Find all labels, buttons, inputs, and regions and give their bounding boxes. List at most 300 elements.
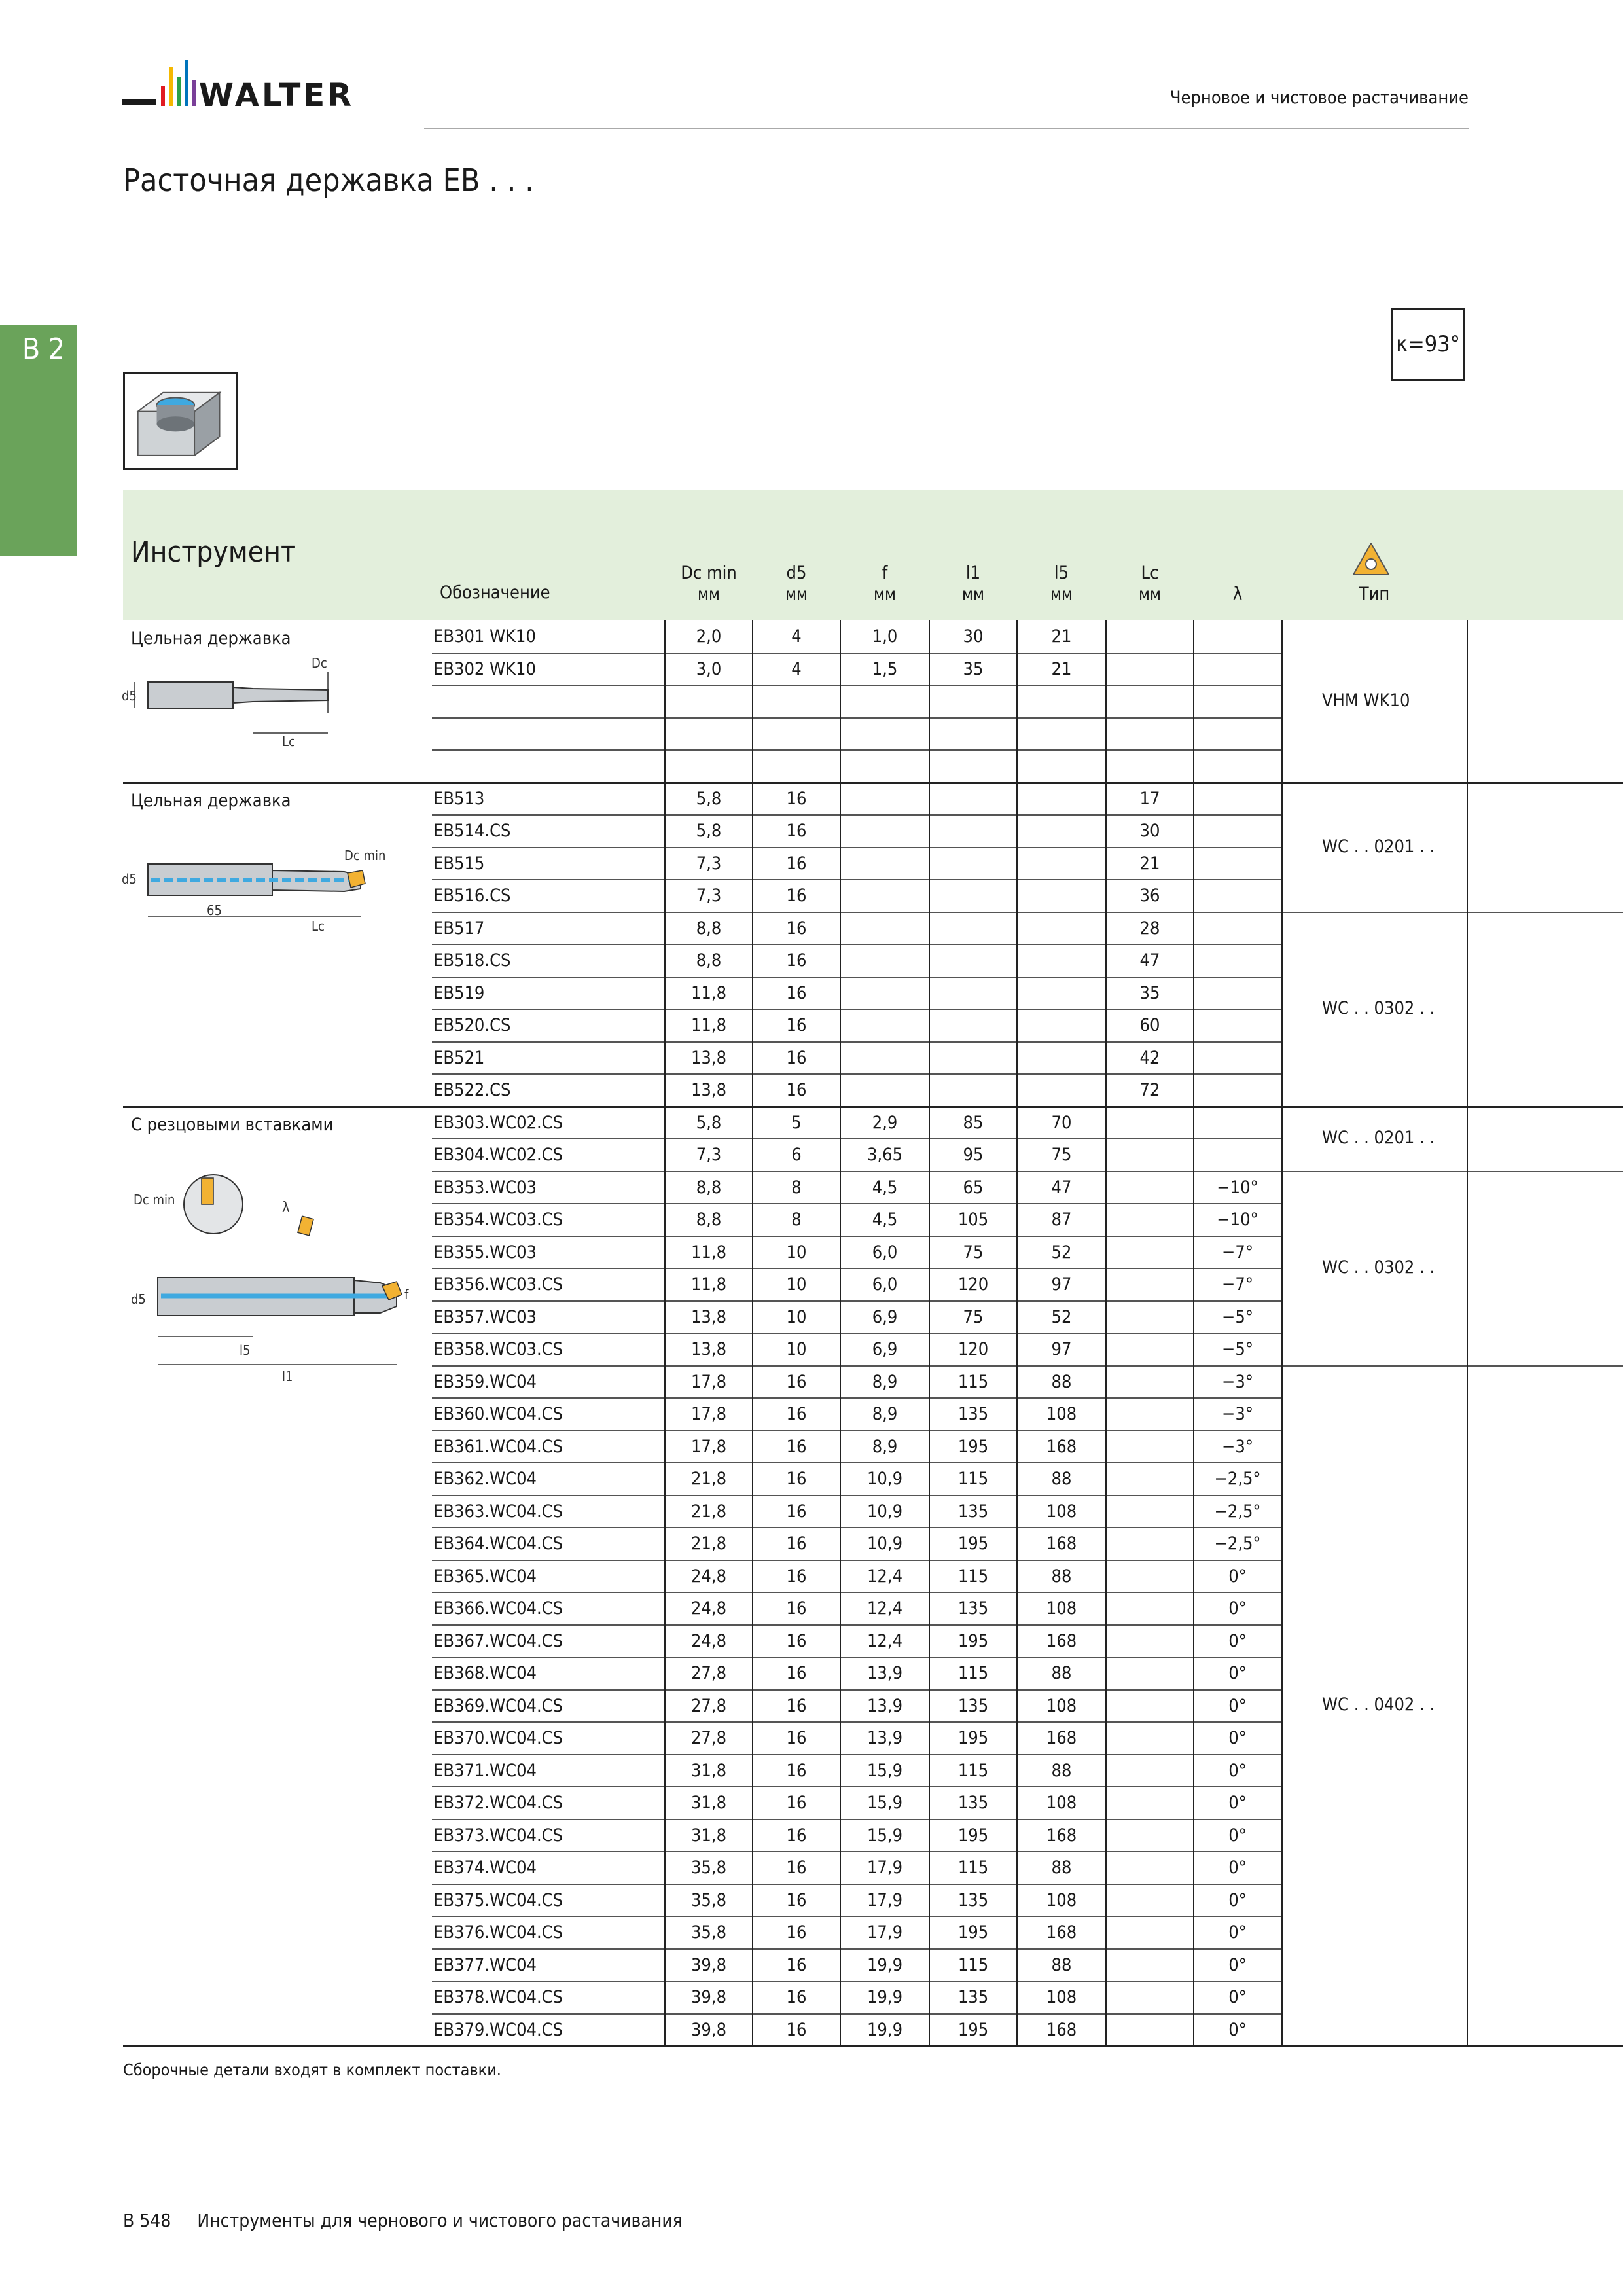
value-cell: 35,8 xyxy=(690,1922,727,1943)
designation-cell: EB367.WC04.CS xyxy=(433,1630,563,1651)
value-cell: 115 xyxy=(957,1663,989,1683)
column-header-unit: мм xyxy=(698,584,720,603)
value-cell: 97 xyxy=(1051,1274,1072,1295)
assembly-note: Сборочные детали входят в комплект поставки. xyxy=(123,2060,501,2079)
value-cell: 16 xyxy=(786,1047,807,1068)
value-cell: 52 xyxy=(1051,1242,1072,1263)
value-cell: −5° xyxy=(1222,1306,1253,1327)
footer-text: Инструменты для чернового и чистового растачивания xyxy=(197,2210,683,2231)
designation-cell: EB368.WC04 xyxy=(433,1663,537,1683)
value-cell: 75 xyxy=(1051,1145,1072,1165)
designation-cell: EB515 xyxy=(433,853,485,874)
column-header xyxy=(839,563,931,605)
value-cell: 21,8 xyxy=(690,1469,727,1489)
value-cell: 88 xyxy=(1051,1469,1072,1489)
value-cell: 135 xyxy=(957,1987,989,2007)
column-header xyxy=(1104,563,1196,605)
d5-label-3: d5 xyxy=(131,1291,146,1307)
bore-operation-icon xyxy=(123,372,238,470)
column-header-name: f xyxy=(882,563,888,583)
designation-cell: EB366.WC04.CS xyxy=(433,1598,563,1619)
value-cell: 115 xyxy=(957,1760,989,1781)
type-divider xyxy=(1281,1171,1623,1172)
designation-cell: EB365.WC04 xyxy=(433,1566,537,1587)
designation-cell: EB378.WC04.CS xyxy=(433,1987,563,2007)
value-cell: 115 xyxy=(957,1371,989,1392)
designation-cell: EB370.WC04.CS xyxy=(433,1728,563,1748)
designation-cell: EB355.WC03 xyxy=(433,1242,537,1263)
designation-cell: EB353.WC03 xyxy=(433,1177,537,1198)
designation-cell: EB521 xyxy=(433,1047,485,1068)
value-cell: 35,8 xyxy=(690,1890,727,1910)
value-cell: 16 xyxy=(786,1534,807,1554)
value-cell: 6,9 xyxy=(872,1306,898,1327)
value-cell: 16 xyxy=(786,1598,807,1619)
value-cell: 16 xyxy=(786,918,807,939)
value-cell: 12,4 xyxy=(866,1630,903,1651)
value-cell: 17,9 xyxy=(866,1890,903,1910)
column-header-unit: мм xyxy=(785,584,808,603)
value-cell: 88 xyxy=(1051,1566,1072,1587)
value-cell: 16 xyxy=(786,1695,807,1716)
value-cell: 88 xyxy=(1051,1857,1072,1878)
value-cell: 168 xyxy=(1046,1436,1077,1457)
value-cell: 19,9 xyxy=(866,1954,903,1975)
value-cell: −3° xyxy=(1222,1436,1253,1457)
value-cell: −2,5° xyxy=(1214,1469,1261,1489)
column-header xyxy=(927,563,1019,605)
value-cell: 15,9 xyxy=(866,1760,903,1781)
value-cell: 11,8 xyxy=(690,1015,727,1035)
value-cell: 60 xyxy=(1139,1015,1160,1035)
designation-cell: EB361.WC04.CS xyxy=(433,1436,563,1457)
value-cell: 11,8 xyxy=(690,982,727,1003)
value-cell: 30 xyxy=(963,626,984,647)
insert-type: WC . . 0302 . . xyxy=(1322,998,1435,1018)
value-cell: 168 xyxy=(1046,1922,1077,1943)
type-divider xyxy=(1281,912,1623,913)
page-title: Расточная державка EB . . . xyxy=(123,162,534,199)
value-cell: 16 xyxy=(786,1728,807,1748)
value-cell: 24,8 xyxy=(690,1566,727,1587)
designation-cell: EB518.CS xyxy=(433,950,511,971)
group-label: Цельная державка xyxy=(131,628,291,649)
value-cell: 72 xyxy=(1139,1080,1160,1100)
value-cell: 195 xyxy=(957,2019,989,2040)
d5-label: d5 xyxy=(122,688,137,704)
designation-cell: EB359.WC04 xyxy=(433,1371,537,1392)
value-cell: 16 xyxy=(786,788,807,809)
value-cell: 0° xyxy=(1228,1663,1247,1683)
column-header xyxy=(1329,584,1420,605)
value-cell: 75 xyxy=(963,1306,984,1327)
designation-cell: EB517 xyxy=(433,918,485,939)
value-cell: 47 xyxy=(1139,950,1160,971)
value-cell: 5 xyxy=(791,1112,802,1133)
value-cell: 16 xyxy=(786,2019,807,2040)
value-cell: 17,9 xyxy=(866,1857,903,1878)
value-cell: −10° xyxy=(1217,1210,1258,1230)
len-label: 65 xyxy=(207,903,222,918)
designation-cell: EB514.CS xyxy=(433,821,511,841)
value-cell: 88 xyxy=(1051,1663,1072,1683)
value-cell: 0° xyxy=(1228,1695,1247,1716)
value-cell: 16 xyxy=(786,950,807,971)
lc-label-2: Lc xyxy=(312,918,325,934)
value-cell: −2,5° xyxy=(1214,1534,1261,1554)
value-cell: 10 xyxy=(786,1274,807,1295)
value-cell: 16 xyxy=(786,1469,807,1489)
l1-label: l1 xyxy=(282,1369,293,1384)
value-cell: 168 xyxy=(1046,1728,1077,1748)
value-cell: 0° xyxy=(1228,1566,1247,1587)
value-cell: 2,0 xyxy=(696,626,722,647)
value-cell: 10 xyxy=(786,1242,807,1263)
value-cell: 135 xyxy=(957,1501,989,1522)
value-cell: 75 xyxy=(963,1242,984,1263)
designation-cell: EB301 WK10 xyxy=(433,626,536,647)
value-cell: 16 xyxy=(786,982,807,1003)
value-cell: 4 xyxy=(791,658,802,679)
value-cell: 195 xyxy=(957,1825,989,1846)
value-cell: 17,9 xyxy=(866,1922,903,1943)
value-cell: 16 xyxy=(786,886,807,906)
dcmin-label-3: Dc min xyxy=(134,1192,175,1208)
value-cell: 6,0 xyxy=(872,1242,898,1263)
value-cell: 16 xyxy=(786,1793,807,1813)
column-header xyxy=(1192,584,1283,605)
value-cell: 30 xyxy=(1139,821,1160,841)
value-cell: 8,9 xyxy=(872,1371,898,1392)
type-divider xyxy=(1281,1365,1623,1367)
value-cell: 21,8 xyxy=(690,1534,727,1554)
designation-cell: EB362.WC04 xyxy=(433,1469,537,1489)
value-cell: 168 xyxy=(1046,1630,1077,1651)
value-cell: 115 xyxy=(957,1566,989,1587)
column-header-name: d5 xyxy=(786,563,807,583)
designation-cell: EB302 WK10 xyxy=(433,658,536,679)
value-cell: 0° xyxy=(1228,1760,1247,1781)
value-cell: −3° xyxy=(1222,1404,1253,1424)
column-header-unit: мм xyxy=(1139,584,1161,603)
value-cell: 10,9 xyxy=(866,1469,903,1489)
value-cell: 1,5 xyxy=(872,658,898,679)
designation-cell: EB376.WC04.CS xyxy=(433,1922,563,1943)
value-cell: 13,9 xyxy=(866,1728,903,1748)
value-cell: 11,8 xyxy=(690,1242,727,1263)
column-divider xyxy=(929,620,930,2046)
value-cell: 8,8 xyxy=(696,1177,722,1198)
value-cell: 8,8 xyxy=(696,1210,722,1230)
page-footer xyxy=(123,2210,683,2231)
value-cell: 31,8 xyxy=(690,1825,727,1846)
column-header-unit: мм xyxy=(874,584,896,603)
value-cell: 0° xyxy=(1228,1857,1247,1878)
value-cell: 27,8 xyxy=(690,1728,727,1748)
column-divider xyxy=(840,620,841,2046)
value-cell: 95 xyxy=(963,1145,984,1165)
value-cell: 6,0 xyxy=(872,1274,898,1295)
value-cell: 3,0 xyxy=(696,658,722,679)
value-cell: 108 xyxy=(1046,1598,1077,1619)
column-header-unit: мм xyxy=(962,584,984,603)
value-cell: 21,8 xyxy=(690,1501,727,1522)
value-cell: 108 xyxy=(1046,1501,1077,1522)
column-divider xyxy=(1105,620,1107,2046)
value-cell: 115 xyxy=(957,1469,989,1489)
column-divider xyxy=(1467,620,1468,2046)
value-cell: 24,8 xyxy=(690,1598,727,1619)
value-cell: 108 xyxy=(1046,1793,1077,1813)
page-number: B 548 xyxy=(123,2210,171,2231)
value-cell: 115 xyxy=(957,1857,989,1878)
value-cell: 16 xyxy=(786,1015,807,1035)
value-cell: 24,8 xyxy=(690,1630,727,1651)
section-tab xyxy=(0,325,77,556)
value-cell: 16 xyxy=(786,1760,807,1781)
value-cell: 27,8 xyxy=(690,1695,727,1716)
insert-type: VHM WK10 xyxy=(1322,690,1410,711)
value-cell: 168 xyxy=(1046,1825,1077,1846)
value-cell: 120 xyxy=(957,1274,989,1295)
designation-cell: EB513 xyxy=(433,788,485,809)
value-cell: 4 xyxy=(791,626,802,647)
designation-cell: EB304.WC02.CS xyxy=(433,1145,563,1165)
value-cell: 17 xyxy=(1139,788,1160,809)
value-cell: 47 xyxy=(1051,1177,1072,1198)
value-cell: 0° xyxy=(1228,2019,1247,2040)
value-cell: 13,8 xyxy=(690,1339,727,1359)
column-header-name: l1 xyxy=(965,563,981,583)
value-cell: 39,8 xyxy=(690,1987,727,2007)
value-cell: 7,3 xyxy=(696,886,722,906)
value-cell: 70 xyxy=(1051,1112,1072,1133)
designation-cell: EB303.WC02.CS xyxy=(433,1112,563,1133)
column-header xyxy=(440,583,550,603)
value-cell: 87 xyxy=(1051,1210,1072,1230)
value-cell: 19,9 xyxy=(866,2019,903,2040)
value-cell: 6,9 xyxy=(872,1339,898,1359)
value-cell: 0° xyxy=(1228,1890,1247,1910)
insert-type-icon xyxy=(1351,541,1391,581)
column-header-name: Dc min xyxy=(681,563,737,583)
value-cell: 1,0 xyxy=(872,626,898,647)
designation-cell: EB369.WC04.CS xyxy=(433,1695,563,1716)
brand-text: WALTER xyxy=(199,77,355,114)
value-cell: 10,9 xyxy=(866,1534,903,1554)
column-header-name: Lc xyxy=(1141,563,1159,583)
value-cell: 35 xyxy=(963,658,984,679)
value-cell: 31,8 xyxy=(690,1793,727,1813)
value-cell: 16 xyxy=(786,1436,807,1457)
value-cell: 195 xyxy=(957,1436,989,1457)
designation-cell: EB374.WC04 xyxy=(433,1857,537,1878)
table-heading: Инструмент xyxy=(131,535,296,569)
value-cell: 88 xyxy=(1051,1954,1072,1975)
value-cell: 135 xyxy=(957,1404,989,1424)
designation-cell: EB522.CS xyxy=(433,1080,511,1100)
value-cell: 5,8 xyxy=(696,1112,722,1133)
value-cell: 108 xyxy=(1046,1987,1077,2007)
value-cell: −10° xyxy=(1217,1177,1258,1198)
value-cell: 31,8 xyxy=(690,1760,727,1781)
value-cell: 7,3 xyxy=(696,1145,722,1165)
designation-cell: EB377.WC04 xyxy=(433,1954,537,1975)
value-cell: 168 xyxy=(1046,1534,1077,1554)
value-cell: 108 xyxy=(1046,1404,1077,1424)
column-divider xyxy=(1016,620,1018,2046)
value-cell: 13,9 xyxy=(866,1695,903,1716)
column-divider xyxy=(752,620,753,2046)
value-cell: 42 xyxy=(1139,1047,1160,1068)
value-cell: 0° xyxy=(1228,1630,1247,1651)
designation-cell: EB357.WC03 xyxy=(433,1306,537,1327)
value-cell: 16 xyxy=(786,1663,807,1683)
row-divider xyxy=(432,749,1281,751)
dc-label: Dc xyxy=(312,655,327,671)
value-cell: −5° xyxy=(1222,1339,1253,1359)
value-cell: 135 xyxy=(957,1695,989,1716)
value-cell: 8,8 xyxy=(696,918,722,939)
value-cell: 8,9 xyxy=(872,1404,898,1424)
value-cell: −3° xyxy=(1222,1371,1253,1392)
value-cell: 7,3 xyxy=(696,853,722,874)
value-cell: 0° xyxy=(1228,1793,1247,1813)
value-cell: 135 xyxy=(957,1890,989,1910)
value-cell: 195 xyxy=(957,1728,989,1748)
designation-cell: EB363.WC04.CS xyxy=(433,1501,563,1522)
value-cell: 10 xyxy=(786,1306,807,1327)
value-cell: 135 xyxy=(957,1793,989,1813)
group-divider xyxy=(123,782,1623,784)
column-header xyxy=(751,563,842,605)
column-header-name: Обозначение xyxy=(440,583,550,603)
value-cell: 17,8 xyxy=(690,1404,727,1424)
lc-label: Lc xyxy=(282,734,295,749)
value-cell: 12,4 xyxy=(866,1566,903,1587)
value-cell: 195 xyxy=(957,1534,989,1554)
value-cell: 0° xyxy=(1228,1598,1247,1619)
value-cell: 52 xyxy=(1051,1306,1072,1327)
insert-type: WC . . 0302 . . xyxy=(1322,1257,1435,1278)
value-cell: 13,9 xyxy=(866,1663,903,1683)
value-cell: 120 xyxy=(957,1339,989,1359)
column-header-name: l5 xyxy=(1054,563,1069,583)
value-cell: 15,9 xyxy=(866,1793,903,1813)
value-cell: 10 xyxy=(786,1339,807,1359)
designation-cell: EB356.WC03.CS xyxy=(433,1274,563,1295)
value-cell: 13,8 xyxy=(690,1080,727,1100)
designation-cell: EB379.WC04.CS xyxy=(433,2019,563,2040)
value-cell: 97 xyxy=(1051,1339,1072,1359)
value-cell: 16 xyxy=(786,1987,807,2007)
column-header xyxy=(663,563,755,605)
value-cell: 16 xyxy=(786,1922,807,1943)
insert-holder-drawing xyxy=(122,1165,416,1388)
value-cell: 88 xyxy=(1051,1760,1072,1781)
insert-type: WC . . 0201 . . xyxy=(1322,1128,1435,1148)
value-cell: 36 xyxy=(1139,886,1160,906)
value-cell: 35,8 xyxy=(690,1857,727,1878)
value-cell: 17,8 xyxy=(690,1436,727,1457)
designation-cell: EB516.CS xyxy=(433,886,511,906)
column-header-unit: мм xyxy=(1050,584,1073,603)
column-header-name: λ xyxy=(1232,584,1243,604)
value-cell: 88 xyxy=(1051,1371,1072,1392)
value-cell: 21 xyxy=(1139,853,1160,874)
group-divider xyxy=(123,2045,1623,2047)
designation-cell: EB358.WC03.CS xyxy=(433,1339,563,1359)
value-cell: 16 xyxy=(786,821,807,841)
value-cell: 13,8 xyxy=(690,1047,727,1068)
solid-holder-drawing xyxy=(122,844,397,942)
value-cell: 0° xyxy=(1228,1922,1247,1943)
value-cell: 16 xyxy=(786,1501,807,1522)
kappa-box: κ=93° xyxy=(1391,308,1465,381)
designation-cell: EB364.WC04.CS xyxy=(433,1534,563,1554)
value-cell: 108 xyxy=(1046,1695,1077,1716)
value-cell: 85 xyxy=(963,1112,984,1133)
value-cell: 21 xyxy=(1051,658,1072,679)
column-divider xyxy=(664,620,666,2046)
value-cell: 5,8 xyxy=(696,788,722,809)
column-header-name: Тип xyxy=(1359,584,1390,604)
value-cell: 16 xyxy=(786,1404,807,1424)
value-cell: 17,8 xyxy=(690,1371,727,1392)
value-cell: 3,65 xyxy=(866,1145,903,1165)
header-divider xyxy=(424,128,1469,129)
designation-cell: EB360.WC04.CS xyxy=(433,1404,563,1424)
value-cell: 16 xyxy=(786,1566,807,1587)
value-cell: 21 xyxy=(1051,626,1072,647)
value-cell: 135 xyxy=(957,1598,989,1619)
value-cell: 0° xyxy=(1228,1954,1247,1975)
value-cell: 195 xyxy=(957,1922,989,1943)
value-cell: 65 xyxy=(963,1177,984,1198)
value-cell: 0° xyxy=(1228,1825,1247,1846)
value-cell: 39,8 xyxy=(690,1954,727,1975)
designation-cell: EB373.WC04.CS xyxy=(433,1825,563,1846)
value-cell: 27,8 xyxy=(690,1663,727,1683)
value-cell: 8 xyxy=(791,1210,802,1230)
section-title: Черновое и чистовое растачивание xyxy=(1169,88,1469,108)
column-divider xyxy=(1193,620,1194,2046)
value-cell: 8,8 xyxy=(696,950,722,971)
value-cell: 8 xyxy=(791,1177,802,1198)
value-cell: 11,8 xyxy=(690,1274,727,1295)
l5-label: l5 xyxy=(240,1342,251,1358)
value-cell: 8,9 xyxy=(872,1436,898,1457)
insert-type: WC . . 0201 . . xyxy=(1322,836,1435,857)
value-cell: 19,9 xyxy=(866,1987,903,2007)
group-label: С резцовыми вставками xyxy=(131,1114,334,1135)
insert-type: WC . . 0402 . . xyxy=(1322,1695,1435,1715)
value-cell: 2,9 xyxy=(872,1112,898,1133)
value-cell: 16 xyxy=(786,853,807,874)
value-cell: 4,5 xyxy=(872,1177,898,1198)
section-tab-label: B 2 xyxy=(22,332,65,366)
value-cell: −2,5° xyxy=(1214,1501,1261,1522)
value-cell: 195 xyxy=(957,1630,989,1651)
value-cell: 13,8 xyxy=(690,1306,727,1327)
value-cell: −7° xyxy=(1222,1274,1253,1295)
solid-holder-drawing-small xyxy=(122,648,338,753)
designation-cell: EB520.CS xyxy=(433,1015,511,1035)
value-cell: 0° xyxy=(1228,1987,1247,2007)
value-cell: 105 xyxy=(957,1210,989,1230)
value-cell: −7° xyxy=(1222,1242,1253,1263)
lambda-label: λ xyxy=(282,1200,290,1216)
